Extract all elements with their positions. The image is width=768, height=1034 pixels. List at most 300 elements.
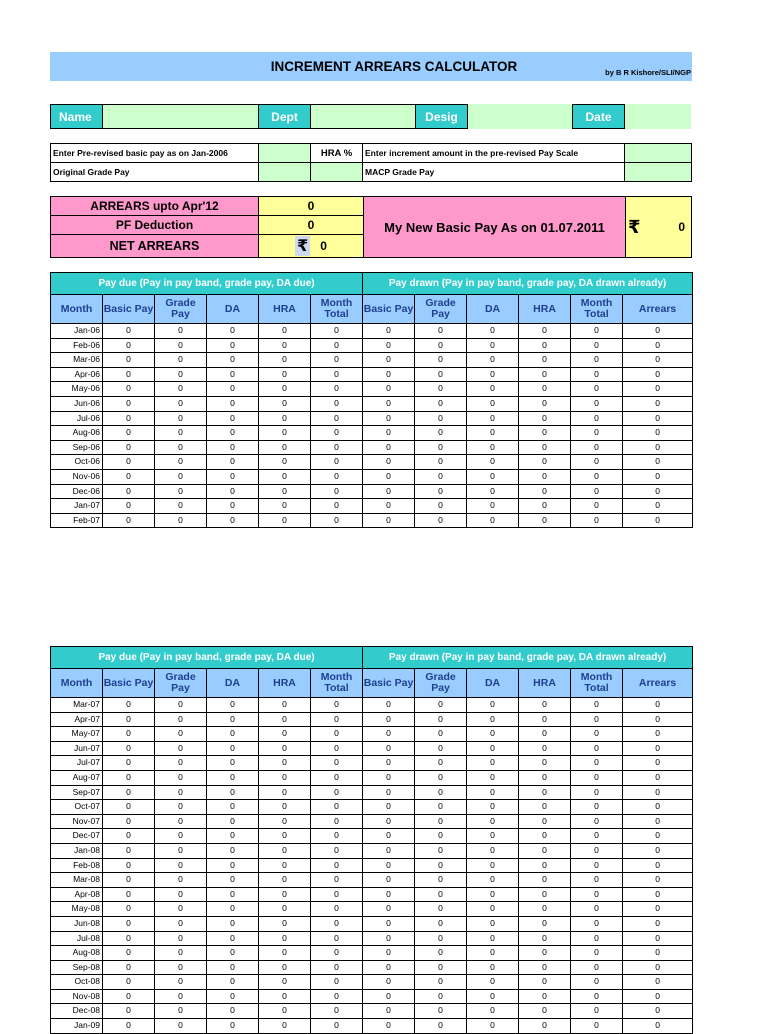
value-cell: 0 xyxy=(519,1019,571,1034)
value-cell: 0 xyxy=(259,712,311,727)
table-row xyxy=(51,756,693,771)
table-row xyxy=(51,440,693,455)
value-cell: 0 xyxy=(311,727,363,742)
value-cell: 0 xyxy=(415,756,467,771)
value-cell: 0 xyxy=(519,712,571,727)
value-cell: 0 xyxy=(363,829,415,844)
value-cell: 0 xyxy=(311,382,363,397)
desig-input[interactable] xyxy=(468,104,572,129)
column-header: Basic Pay xyxy=(103,295,155,324)
value-cell: 0 xyxy=(207,712,259,727)
value-cell: 0 xyxy=(415,469,467,484)
value-cell: 0 xyxy=(311,1019,363,1034)
value-cell: 0 xyxy=(467,741,519,756)
value-cell: 0 xyxy=(311,975,363,990)
column-header: Month Total xyxy=(571,669,623,698)
value-cell: 0 xyxy=(207,513,259,528)
value-cell: 0 xyxy=(623,1004,693,1019)
value-cell: 0 xyxy=(155,455,207,470)
value-cell: 0 xyxy=(623,499,693,514)
author-credit: by B R Kishore/SLI/NGP xyxy=(605,68,691,77)
value-cell: 0 xyxy=(623,770,693,785)
value-cell: 0 xyxy=(103,426,155,441)
column-header: Basic Pay xyxy=(103,669,155,698)
new-basic-pay-label: My New Basic Pay As on 01.07.2011 xyxy=(363,196,626,258)
arrears-table-1 xyxy=(50,272,693,528)
value-cell: 0 xyxy=(207,455,259,470)
value-cell: 0 xyxy=(311,455,363,470)
value-cell: 0 xyxy=(571,785,623,800)
value-cell: 0 xyxy=(519,382,571,397)
table-row xyxy=(51,338,693,353)
value-cell: 0 xyxy=(415,382,467,397)
value-cell: 0 xyxy=(571,367,623,382)
value-cell: 0 xyxy=(415,698,467,713)
original-grade-pay-input[interactable] xyxy=(258,162,311,182)
value-cell: 0 xyxy=(467,975,519,990)
column-header: Month Total xyxy=(571,295,623,324)
value-cell: 0 xyxy=(155,975,207,990)
value-cell: 0 xyxy=(311,741,363,756)
value-cell: 0 xyxy=(155,814,207,829)
value-cell: 0 xyxy=(571,324,623,339)
value-cell: 0 xyxy=(103,440,155,455)
table-row xyxy=(51,829,693,844)
value-cell: 0 xyxy=(571,829,623,844)
month-cell: Feb-06 xyxy=(51,338,103,353)
value-cell: 0 xyxy=(259,800,311,815)
value-cell: 0 xyxy=(311,367,363,382)
value-cell: 0 xyxy=(363,338,415,353)
pay-due-section-header: Pay due (Pay in pay band, grade pay, DA due) xyxy=(51,647,363,669)
value-cell: 0 xyxy=(519,353,571,368)
value-cell: 0 xyxy=(207,946,259,961)
value-cell: 0 xyxy=(103,411,155,426)
value-cell: 0 xyxy=(623,469,693,484)
value-cell: 0 xyxy=(519,727,571,742)
value-cell: 0 xyxy=(415,975,467,990)
value-cell: 0 xyxy=(155,1004,207,1019)
month-cell: Dec-08 xyxy=(51,1004,103,1019)
value-cell: 0 xyxy=(519,741,571,756)
value-cell: 0 xyxy=(467,338,519,353)
value-cell: 0 xyxy=(519,931,571,946)
value-cell: 0 xyxy=(415,916,467,931)
value-cell: 0 xyxy=(259,367,311,382)
value-cell: 0 xyxy=(155,324,207,339)
value-cell: 0 xyxy=(103,873,155,888)
value-cell: 0 xyxy=(363,396,415,411)
table-row xyxy=(51,785,693,800)
value-cell: 0 xyxy=(207,843,259,858)
original-grade-pay-label: Original Grade Pay xyxy=(50,162,259,182)
value-cell: 0 xyxy=(467,469,519,484)
value-cell: 0 xyxy=(207,1019,259,1034)
month-cell: Oct-07 xyxy=(51,800,103,815)
value-cell: 0 xyxy=(207,785,259,800)
table-row xyxy=(51,741,693,756)
value-cell: 0 xyxy=(207,770,259,785)
value-cell: 0 xyxy=(363,469,415,484)
value-cell: 0 xyxy=(363,698,415,713)
month-cell: Apr-06 xyxy=(51,367,103,382)
table-row xyxy=(51,814,693,829)
value-cell: 0 xyxy=(311,411,363,426)
value-cell: 0 xyxy=(415,843,467,858)
dept-label: Dept xyxy=(258,104,311,129)
value-cell: 0 xyxy=(623,843,693,858)
table-row xyxy=(51,989,693,1004)
macp-grade-pay-label: MACP Grade Pay xyxy=(362,162,625,182)
value-cell: 0 xyxy=(103,785,155,800)
column-header: Grade Pay xyxy=(415,295,467,324)
value-cell: 0 xyxy=(415,513,467,528)
value-cell: 0 xyxy=(259,785,311,800)
value-cell: 0 xyxy=(155,367,207,382)
value-cell: 0 xyxy=(623,455,693,470)
column-header: Basic Pay xyxy=(363,295,415,324)
column-header: DA xyxy=(467,669,519,698)
value-cell: 0 xyxy=(623,382,693,397)
value-cell: 0 xyxy=(259,873,311,888)
value-cell: 0 xyxy=(519,800,571,815)
month-cell: Aug-07 xyxy=(51,770,103,785)
value-cell: 0 xyxy=(259,455,311,470)
month-cell: Feb-07 xyxy=(51,513,103,528)
month-cell: Jan-06 xyxy=(51,324,103,339)
value-cell: 0 xyxy=(311,513,363,528)
value-cell: 0 xyxy=(311,800,363,815)
value-cell: 0 xyxy=(103,741,155,756)
value-cell: 0 xyxy=(207,367,259,382)
value-cell: 0 xyxy=(363,902,415,917)
value-cell: 0 xyxy=(467,484,519,499)
value-cell: 0 xyxy=(363,1019,415,1034)
hra-percent-input[interactable] xyxy=(310,162,363,182)
date-label: Date xyxy=(572,104,625,129)
value-cell: 0 xyxy=(103,1004,155,1019)
value-cell: 0 xyxy=(311,858,363,873)
value-cell: 0 xyxy=(155,338,207,353)
value-cell: 0 xyxy=(415,499,467,514)
value-cell: 0 xyxy=(623,858,693,873)
value-cell: 0 xyxy=(259,989,311,1004)
column-header: Arrears xyxy=(623,669,693,698)
value-cell: 0 xyxy=(259,513,311,528)
dept-input[interactable] xyxy=(310,104,416,129)
table-row xyxy=(51,873,693,888)
month-cell: Jul-08 xyxy=(51,931,103,946)
rupee-icon: ₹ xyxy=(297,238,309,255)
value-cell: 0 xyxy=(363,960,415,975)
name-input[interactable] xyxy=(102,104,259,129)
table-row xyxy=(51,902,693,917)
value-cell: 0 xyxy=(363,484,415,499)
month-cell: Mar-08 xyxy=(51,873,103,888)
value-cell: 0 xyxy=(571,484,623,499)
table-row xyxy=(51,367,693,382)
value-cell: 0 xyxy=(571,698,623,713)
month-cell: Jul-07 xyxy=(51,756,103,771)
value-cell: 0 xyxy=(571,946,623,961)
value-cell: 0 xyxy=(623,727,693,742)
month-cell: Oct-06 xyxy=(51,455,103,470)
value-cell: 0 xyxy=(415,727,467,742)
value-cell: 0 xyxy=(519,858,571,873)
month-cell: Nov-08 xyxy=(51,989,103,1004)
value-cell: 0 xyxy=(623,989,693,1004)
value-cell: 0 xyxy=(155,770,207,785)
table-row xyxy=(51,1004,693,1019)
value-cell: 0 xyxy=(103,513,155,528)
table-row xyxy=(51,770,693,785)
pf-deduction-input[interactable]: 0 xyxy=(258,215,364,235)
value-cell: 0 xyxy=(467,455,519,470)
month-cell: Sep-06 xyxy=(51,440,103,455)
value-cell: 0 xyxy=(623,814,693,829)
value-cell: 0 xyxy=(311,440,363,455)
value-cell: 0 xyxy=(519,989,571,1004)
value-cell: 0 xyxy=(311,712,363,727)
month-cell: Jul-06 xyxy=(51,411,103,426)
value-cell: 0 xyxy=(623,426,693,441)
table-row xyxy=(51,843,693,858)
value-cell: 0 xyxy=(363,513,415,528)
value-cell: 0 xyxy=(571,396,623,411)
value-cell: 0 xyxy=(311,946,363,961)
value-cell: 0 xyxy=(103,975,155,990)
value-cell: 0 xyxy=(571,770,623,785)
table-row xyxy=(51,960,693,975)
value-cell: 0 xyxy=(207,353,259,368)
month-cell: Nov-06 xyxy=(51,469,103,484)
value-cell: 0 xyxy=(467,396,519,411)
value-cell: 0 xyxy=(155,727,207,742)
value-cell: 0 xyxy=(519,829,571,844)
pre-revised-basic-label: Enter Pre-revised basic pay as on Jan-2006 xyxy=(50,143,259,163)
date-input[interactable] xyxy=(625,104,691,129)
value-cell: 0 xyxy=(571,858,623,873)
value-cell: 0 xyxy=(259,946,311,961)
value-cell: 0 xyxy=(363,770,415,785)
value-cell: 0 xyxy=(259,440,311,455)
value-cell: 0 xyxy=(415,946,467,961)
value-cell: 0 xyxy=(207,396,259,411)
new-basic-pay-cell xyxy=(625,196,692,258)
value-cell: 0 xyxy=(467,916,519,931)
value-cell: 0 xyxy=(363,1004,415,1019)
value-cell: 0 xyxy=(467,770,519,785)
value-cell: 0 xyxy=(363,382,415,397)
value-cell: 0 xyxy=(467,698,519,713)
value-cell: 0 xyxy=(363,931,415,946)
value-cell: 0 xyxy=(467,887,519,902)
month-cell: Jun-08 xyxy=(51,916,103,931)
value-cell: 0 xyxy=(571,843,623,858)
table-row xyxy=(51,800,693,815)
value-cell: 0 xyxy=(571,814,623,829)
value-cell: 0 xyxy=(623,931,693,946)
net-arrears-label: NET ARREARS xyxy=(50,234,259,258)
value-cell: 0 xyxy=(259,484,311,499)
value-cell: 0 xyxy=(207,324,259,339)
value-cell: 0 xyxy=(467,382,519,397)
value-cell: 0 xyxy=(623,712,693,727)
value-cell: 0 xyxy=(155,873,207,888)
value-cell: 0 xyxy=(519,946,571,961)
value-cell: 0 xyxy=(571,800,623,815)
value-cell: 0 xyxy=(467,1004,519,1019)
table-row xyxy=(51,455,693,470)
value-cell: 0 xyxy=(207,411,259,426)
value-cell: 0 xyxy=(259,975,311,990)
value-cell: 0 xyxy=(415,785,467,800)
value-cell: 0 xyxy=(207,814,259,829)
month-cell: Jan-09 xyxy=(51,1019,103,1034)
value-cell: 0 xyxy=(259,858,311,873)
rupee-icon: ₹ xyxy=(628,216,641,237)
value-cell: 0 xyxy=(571,411,623,426)
month-cell: Oct-08 xyxy=(51,975,103,990)
value-cell: 0 xyxy=(571,916,623,931)
value-cell: 0 xyxy=(363,324,415,339)
value-cell: 0 xyxy=(103,800,155,815)
value-cell: 0 xyxy=(623,411,693,426)
value-cell: 0 xyxy=(519,513,571,528)
value-cell: 0 xyxy=(467,440,519,455)
value-cell: 0 xyxy=(259,499,311,514)
value-cell: 0 xyxy=(519,411,571,426)
value-cell: 0 xyxy=(363,727,415,742)
value-cell: 0 xyxy=(207,499,259,514)
value-cell: 0 xyxy=(311,829,363,844)
value-cell: 0 xyxy=(363,858,415,873)
value-cell: 0 xyxy=(311,353,363,368)
value-cell: 0 xyxy=(311,873,363,888)
value-cell: 0 xyxy=(623,338,693,353)
pre-revised-basic-input[interactable] xyxy=(258,143,311,163)
macp-grade-pay-input[interactable] xyxy=(624,162,692,182)
value-cell: 0 xyxy=(155,411,207,426)
value-cell: 0 xyxy=(207,382,259,397)
value-cell: 0 xyxy=(311,426,363,441)
value-cell: 0 xyxy=(363,440,415,455)
column-header: HRA xyxy=(519,295,571,324)
value-cell: 0 xyxy=(415,829,467,844)
table-row xyxy=(51,916,693,931)
value-cell: 0 xyxy=(103,499,155,514)
value-cell: 0 xyxy=(571,727,623,742)
column-header: HRA xyxy=(259,295,311,324)
value-cell: 0 xyxy=(259,902,311,917)
value-cell: 0 xyxy=(207,960,259,975)
value-cell: 0 xyxy=(311,1004,363,1019)
value-cell: 0 xyxy=(103,469,155,484)
value-cell: 0 xyxy=(155,396,207,411)
value-cell: 0 xyxy=(623,887,693,902)
value-cell: 0 xyxy=(103,727,155,742)
value-cell: 0 xyxy=(415,353,467,368)
value-cell: 0 xyxy=(623,1019,693,1034)
value-cell: 0 xyxy=(363,785,415,800)
value-cell: 0 xyxy=(259,960,311,975)
value-cell: 0 xyxy=(519,484,571,499)
value-cell: 0 xyxy=(415,800,467,815)
value-cell: 0 xyxy=(103,698,155,713)
value-cell: 0 xyxy=(467,931,519,946)
value-cell: 0 xyxy=(259,887,311,902)
value-cell: 0 xyxy=(311,324,363,339)
value-cell: 0 xyxy=(103,484,155,499)
value-cell: 0 xyxy=(259,931,311,946)
value-cell: 0 xyxy=(467,727,519,742)
value-cell: 0 xyxy=(623,367,693,382)
column-header: DA xyxy=(207,669,259,698)
value-cell: 0 xyxy=(415,712,467,727)
value-cell: 0 xyxy=(155,902,207,917)
value-cell: 0 xyxy=(155,499,207,514)
table-row xyxy=(51,324,693,339)
value-cell: 0 xyxy=(155,800,207,815)
value-cell: 0 xyxy=(519,843,571,858)
value-cell: 0 xyxy=(363,989,415,1004)
value-cell: 0 xyxy=(259,411,311,426)
value-cell: 0 xyxy=(155,989,207,1004)
value-cell: 0 xyxy=(571,712,623,727)
value-cell: 0 xyxy=(571,469,623,484)
value-cell: 0 xyxy=(103,756,155,771)
value-cell: 0 xyxy=(623,396,693,411)
value-cell: 0 xyxy=(363,916,415,931)
value-cell: 0 xyxy=(103,960,155,975)
value-cell: 0 xyxy=(155,741,207,756)
table-row xyxy=(51,396,693,411)
value-cell: 0 xyxy=(103,455,155,470)
value-cell: 0 xyxy=(363,712,415,727)
value-cell: 0 xyxy=(467,785,519,800)
value-cell: 0 xyxy=(519,960,571,975)
value-cell: 0 xyxy=(155,756,207,771)
value-cell: 0 xyxy=(259,829,311,844)
value-cell: 0 xyxy=(623,741,693,756)
value-cell: 0 xyxy=(207,1004,259,1019)
value-cell: 0 xyxy=(623,785,693,800)
value-cell: 0 xyxy=(519,367,571,382)
value-cell: 0 xyxy=(207,858,259,873)
table-row xyxy=(51,513,693,528)
value-cell: 0 xyxy=(311,887,363,902)
value-cell: 0 xyxy=(467,814,519,829)
value-cell: 0 xyxy=(311,396,363,411)
value-cell: 0 xyxy=(259,469,311,484)
value-cell: 0 xyxy=(311,756,363,771)
value-cell: 0 xyxy=(259,756,311,771)
value-cell: 0 xyxy=(207,931,259,946)
value-cell: 0 xyxy=(623,698,693,713)
value-cell: 0 xyxy=(363,499,415,514)
table-row xyxy=(51,411,693,426)
column-header: HRA xyxy=(259,669,311,698)
value-cell: 0 xyxy=(571,975,623,990)
value-cell: 0 xyxy=(415,770,467,785)
month-cell: Aug-08 xyxy=(51,946,103,961)
increment-amount-input[interactable] xyxy=(624,143,692,163)
table-row xyxy=(51,426,693,441)
column-header: DA xyxy=(467,295,519,324)
value-cell: 0 xyxy=(363,800,415,815)
month-cell: Jun-06 xyxy=(51,396,103,411)
arrears-table-2 xyxy=(50,646,693,1034)
